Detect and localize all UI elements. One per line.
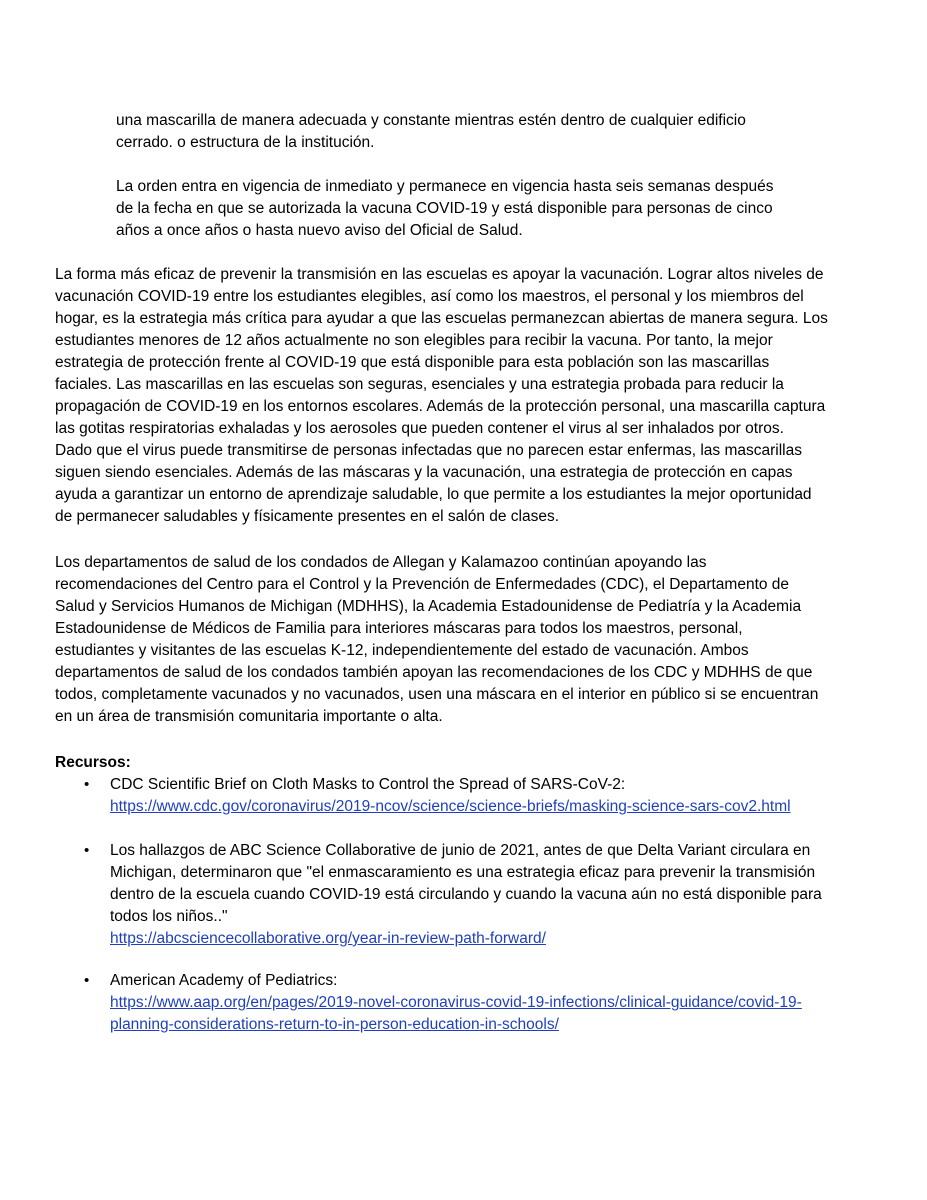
resource-link-cdc[interactable]: https://www.cdc.gov/coronavirus/2019-ncov/science/science-briefs/masking-science-sars-cov2.html [110,798,791,815]
paragraph1-line: propagación de COVID-19 en los entornos escolares. Además de la protección personal, una mascarilla captura [55,398,826,415]
intro-line: una mascarilla de manera adecuada y constante mientras estén dentro de cualquier edificio [116,112,746,129]
resource-link-aap[interactable]: https://www.aap.org/en/pages/2019-novel-coronavirus-covid-19-infections/clinical-guidance/covid-19- [110,994,802,1011]
paragraph2-line: en un área de transmisión comunitaria importante o alta. [55,708,443,725]
paragraph1-line: Dado que el virus puede transmitirse de personas infectadas que no parecen estar enfermas, las mascarillas [55,442,802,459]
paragraph1-line: ayuda a garantizar un entorno de aprendizaje saludable, lo que permite a los estudiantes la mejor oportunidad [55,486,812,503]
intro-line: cerrado. o estructura de la institución. [116,134,375,151]
resource-item-text: Los hallazgos de ABC Science Collaborative de junio de 2021, antes de que Delta Variant circulara en [110,842,811,859]
paragraph1-line: La forma más eficaz de prevenir la transmisión en las escuelas es apoyar la vacunación. Lograr altos niveles de [55,266,824,283]
resource-item-text: todos los niños.." [110,908,228,925]
paragraph1-line: hogar, es la estrategia más crítica para ayudar a que las escuelas permanezcan abiertas de manera segura. Los [55,310,828,327]
paragraph1-line: estudiantes menores de 12 años actualmente no son elegibles para recibir la vacuna. Por tanto, la mejor [55,332,773,349]
paragraph1-line: las gotitas respiratorias exhaladas y los aerosoles que pueden contener el virus al ser inhalados por otros. [55,420,784,437]
resource-link-aap-continued[interactable]: planning-considerations-return-to-in-person-education-in-schools/ [110,1016,559,1033]
paragraph2-line: recomendaciones del Centro para el Control y la Prevención de Enfermedades (CDC), el Departamento de [55,576,790,593]
resource-item-text: dentro de la escuela cuando COVID-19 está circulando y cuando la vacuna aún no está disponible para [110,886,822,903]
paragraph2-line: estudiantes y visitantes de las escuelas K-12, independientemente del estado de vacunación. Ambos [55,642,749,659]
resource-link-abc[interactable]: https://abcsciencecollaborative.org/year-in-review-path-forward/ [110,930,546,947]
bullet-icon: • [84,776,90,793]
resource-item-text: CDC Scientific Brief on Cloth Masks to Control the Spread of SARS-CoV-2: [110,776,626,793]
order-line: La orden entra en vigencia de inmediato y permanece en vigencia hasta seis semanas después [116,178,774,195]
paragraph1-line: faciales. Las mascarillas en las escuelas son seguras, esenciales y una estrategia probada para reducir la [55,376,784,393]
resources-heading: Recursos: [55,754,131,771]
paragraph2-line: Estadounidense de Médicos de Familia para interiores máscaras para todos los maestros, personal, [55,620,743,637]
paragraph1-line: estrategia de protección frente al COVID-19 que está disponible para esta población son las mascarillas [55,354,770,371]
paragraph1-line: de permanecer saludables y físicamente presentes en el salón de clases. [55,508,560,525]
paragraph2-line: Los departamentos de salud de los condados de Allegan y Kalamazoo continúan apoyando las [55,554,707,571]
paragraph2-line: Salud y Servicios Humanos de Michigan (MDHHS), la Academia Estadounidense de Pediatría y la Academia [55,598,802,615]
paragraph1-line: vacunación COVID-19 entre los estudiantes elegibles, así como los maestros, el personal y los miembros del [55,288,804,305]
bullet-icon: • [84,842,90,859]
order-line: de la fecha en que se autorizada la vacuna COVID-19 y está disponible para personas de cinco [116,200,773,217]
paragraph1-line: siguen siendo esenciales. Además de las máscaras y la vacunación, una estrategia de protección en capas [55,464,793,481]
bullet-icon: • [84,972,90,989]
paragraph2-line: departamentos de salud de los condados también apoyan las recomendaciones de los CDC y MDHHS de que [55,664,813,681]
paragraph2-line: todos, completamente vacunados y no vacunados, usen una máscara en el interior en público si se encuentran [55,686,819,703]
resource-item-text: American Academy of Pediatrics: [110,972,338,989]
resource-item-text: Michigan, determinaron que "el enmascaramiento es una estrategia eficaz para prevenir la transmisión [110,864,816,881]
order-line: años a once años o hasta nuevo aviso del Oficial de Salud. [116,222,523,239]
